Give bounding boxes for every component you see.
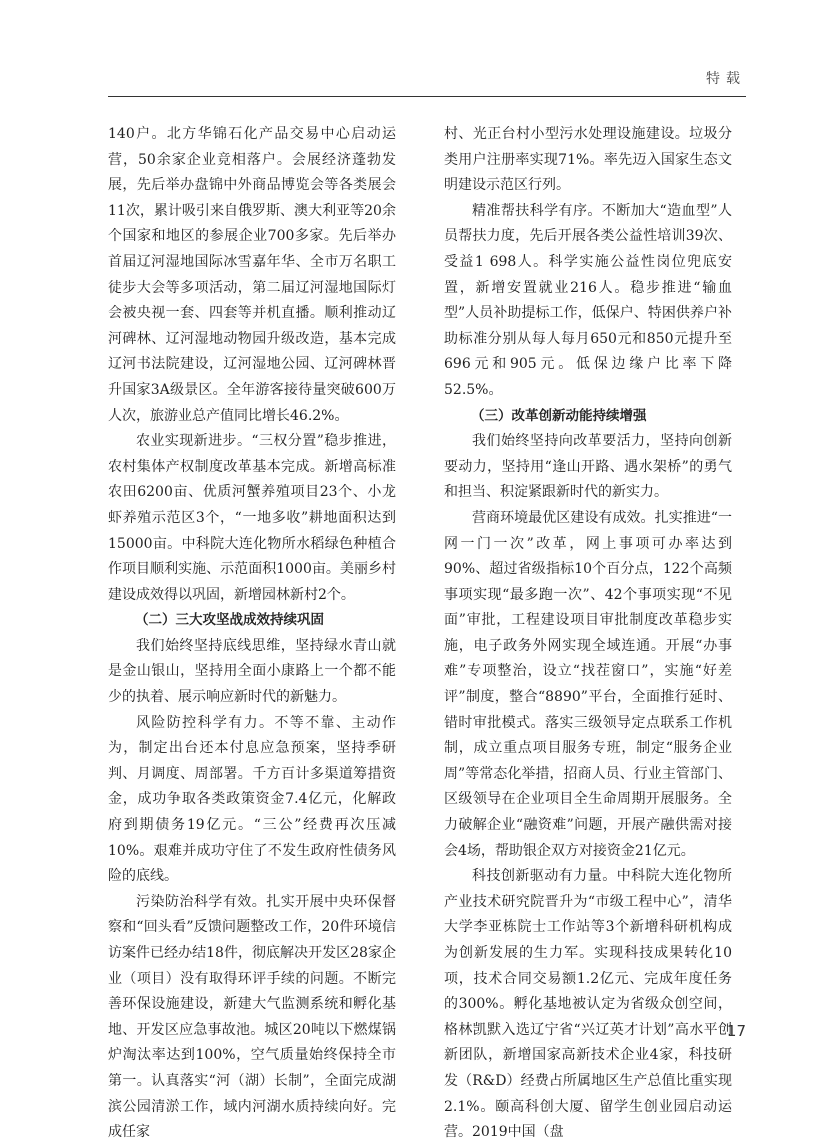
right-column [444,122,732,1146]
paragraph: 科技创新驱动有力量。中科院大连化物所产业技术研究院晋升为“市级工程中心”，清华大学李亚栋院士工作站等3个新增科研机构成为创新发展的生力军。实现科技成果转化10项，技术合同交易额1.2亿元、完成年度任务的300%。孵化基地被认定为省级众创空间，格林凯默入选辽宁省“兴辽英才计划”高水平创新团队，新增国家高新技术企业4家，科技研发（R&D）经费占所属地区生产总值比重实现2.1%。颐高科创大厦、留学生创业园启动运营。2019中国（盘 [444,868,732,1141]
paragraph: 村、光正台村小型污水处理设施建设。垃圾分类用户注册率实现71%。率先迈入国家生态文明建设示范区行列。 [444,126,732,194]
paragraph: 污染防治科学有效。扎实开展中央环保督察和“回头看”反馈问题整改工作，20件环境信访案件已经办结18件，彻底解决开发区28家企业（项目）没有取得环评手续的问题。不断完善环保设施建设，新建大气监测系统和孵化基地、开发区应急事故池。城区20吨以下燃煤锅炉淘汰率达到100%，空气质量始终保持全市第一。认真落实“河（湖）长制”，全面完成湖滨公园清淤工作，域内河湖水质持续向好。完成任家 [108,893,396,1141]
paragraph: 风险防控科学有力。不等不靠、主动作为，制定出台还本付息应急预案，坚持季研判、月调度、周部署。千方百计多渠道筹措资金，成功争取各类政策资金7.4亿元，化解政府到期债务19亿元。“三公”经费再次压减10%。艰难并成功守住了不发生政府性债务风险的底线。 [108,714,396,885]
paragraph: 农业实现新进步。“三权分置”稳步推进，农村集体产权制度改革基本完成。新增高标准农田6200亩、优质河蟹养殖项目23个、小龙虾养殖示范区3个，“一地多收”耕地面积达到15000亩。中科院大连化物所水稻绿色种植合作项目顺利实施、示范面积1000亩。美丽乡村建设成效得以巩固，新增园林新村2个。 [108,433,396,603]
page-number: 17 [726,1022,746,1040]
left-column [108,122,396,1146]
paragraph: 营商环境最优区建设有成效。扎实推进“一网一门一次”改革，网上事项可办率达到90%、超过省级指标10个百分点，122个高频事项实现“最多跑一次”、42个事项实现“不见面”审批，工程建设项目审批制度改革稳步实施，电子政务外网实现全域连通。开展“办事难”专项整治，设立“找茬窗口”，实施“好差评”制度，整合“8890”平台，全面推行延时、错时审批模式。落实三级领导定点联系工作机制，成立重点项目服务专班，制定“服务企业周”等常态化举措，招商人员、行业主管部门、区级领导在企业项目全生命周期开展服务。全力破解企业“融资难”问题，开展产融供需对接会4场，帮助银企双方对接资金21亿元。 [444,509,732,859]
header-rule [108,96,746,97]
section-tag: 特载 [706,71,746,87]
paragraph: 140户。北方华锦石化产品交易中心启动运营，50余家企业竞相落户。会展经济蓬勃发展，先后举办盘锦中外商品博览会等各类展会11次，累计吸引来自俄罗斯、澳大利亚等20余个国家和地区的参展企业700多家。先后举办首届辽河湿地国际冰雪嘉年华、全市万名职工徒步大会等多项活动，第二届辽河湿地国际灯会被央视一套、四套等并机直播。顺利推动辽河碑林、辽河湿地动物园升级改造，基本完成辽河书法院建设，辽河湿地公园、辽河碑林晋升国家3A级景区。全年游客接待量突破600万人次，旅游业总产值同比增长46.2%。 [108,126,396,424]
paragraph: 精准帮扶科学有序。不断加大“造血型”人员帮扶力度，先后开展各类公益性培训39次、受益1 698人。科学实施公益性岗位兜底安置，新增安置就业216人。稳步推进“输血型”人员补助提标工作，低保户、特困供养户补助标准分别从每人每月650元和850元提升至696元和905元。低保边缘户比率下降52.5%。 [444,202,732,398]
section-heading: （二）三大攻坚战成效持续巩固 [135,612,324,629]
section-heading: （三）改革创新动能持续增强 [471,407,647,424]
paragraph: 我们始终坚持向改革要活力，坚持向创新要动力，坚持用“逢山开路、遇水架桥”的勇气和担当、积淀紧跟新时代的新实力。 [444,433,732,501]
paragraph: 我们始终坚持底线思维，坚持绿水青山就是金山银山，坚持用全面小康路上一个都不能少的执着、展示响应新时代的新魅力。 [108,637,396,706]
